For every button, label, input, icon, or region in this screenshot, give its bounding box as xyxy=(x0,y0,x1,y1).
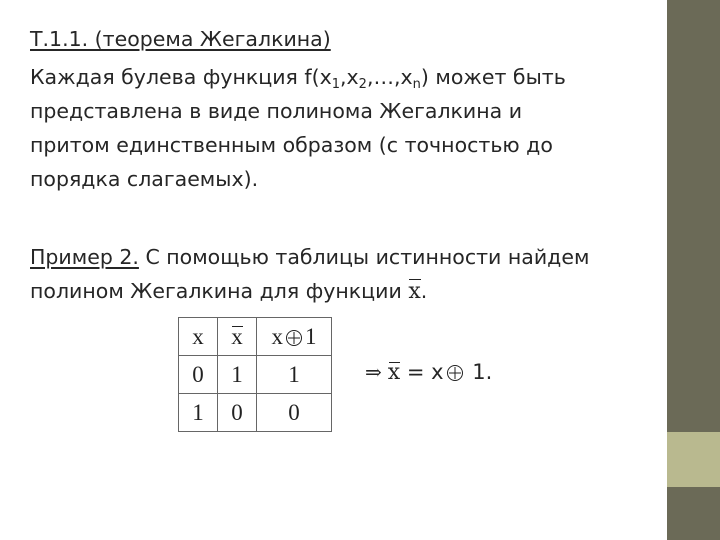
table-row: 0 1 1 xyxy=(179,356,332,394)
result-formula: ⇒ x = x 1. xyxy=(365,360,493,385)
theorem-line-1: Каждая булева функция $f(x_1,x_2,\dots,x_n)$ может быть xyxy=(30,65,566,92)
table-header-row xyxy=(179,318,332,356)
implies-icon: ⇒ xyxy=(365,360,382,384)
header-x-xor-1: x 1 xyxy=(257,318,332,356)
table-row: 1 0 0 xyxy=(179,394,332,432)
sidebar-dark-band xyxy=(667,0,720,432)
example-line-1: Пример 2. С помощью таблицы истинности найдем xyxy=(30,245,590,269)
theorem-line-4: порядка слагаемых). xyxy=(30,167,259,191)
sidebar-light-band xyxy=(667,432,720,487)
truth-table xyxy=(178,317,332,432)
theorem-line-2: представлена в виде полинома Жегалкина и xyxy=(30,99,523,123)
header-not-x: x xyxy=(218,318,257,356)
example-line-2: полином Жегалкина для функции x. xyxy=(30,276,427,307)
xor-icon xyxy=(447,365,463,381)
header-x: x xyxy=(179,318,218,356)
x-negation-symbol: x xyxy=(408,277,420,307)
xor-icon xyxy=(286,330,302,346)
example-label: Пример 2. xyxy=(30,245,139,269)
theorem-title: Т.1.1. (теорема Жегалкина) xyxy=(30,27,331,51)
theorem-line-3: притом единственным образом (с точностью до xyxy=(30,133,553,157)
sidebar-dark-band-bottom xyxy=(667,487,720,540)
